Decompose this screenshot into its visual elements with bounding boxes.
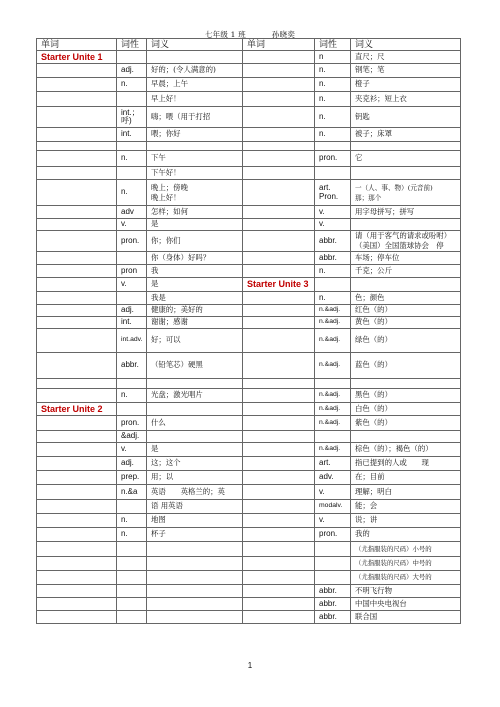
part-of-speech: n.&adj. [315, 305, 351, 317]
word-cell [37, 329, 117, 353]
word-cell [243, 416, 315, 431]
meaning: 语 用英语 [147, 500, 243, 514]
word-cell [37, 265, 117, 278]
meaning: 能；会 [351, 500, 461, 514]
table-row [37, 51, 461, 64]
column-header: 词义 [351, 39, 461, 51]
meaning [147, 542, 243, 557]
meaning: 联合国 [351, 611, 461, 624]
word-cell [37, 379, 117, 389]
meaning: 说；讲 [351, 514, 461, 528]
meaning: 钢笔；笔 [351, 64, 461, 78]
meaning: （铅笔芯）硬黑 [147, 353, 243, 379]
part-of-speech: n. [315, 265, 351, 278]
part-of-speech: pron. [315, 151, 351, 167]
word-cell [37, 431, 117, 443]
table-row [37, 443, 461, 457]
meaning: 被子；床罩 [351, 128, 461, 142]
word-cell [243, 107, 315, 128]
part-of-speech [117, 585, 147, 598]
meaning: 用；以 [147, 471, 243, 485]
word-cell [37, 571, 117, 585]
meaning: 请（用于客气的请求或吩咐） （美国）全国篮球协会 停 [351, 231, 461, 252]
word-cell [243, 167, 315, 180]
part-of-speech [117, 142, 147, 151]
word-cell [243, 128, 315, 142]
word-cell [243, 151, 315, 167]
table-row [37, 611, 461, 624]
vocabulary-table [36, 38, 461, 624]
part-of-speech [315, 571, 351, 585]
word-cell [37, 542, 117, 557]
page-number: 1 [247, 661, 253, 670]
part-of-speech: pron. [117, 416, 147, 431]
part-of-speech [315, 167, 351, 180]
word-cell [243, 500, 315, 514]
part-of-speech: n. [117, 514, 147, 528]
word-cell [243, 403, 315, 416]
word-cell [243, 305, 315, 317]
part-of-speech: art. [315, 457, 351, 471]
table-row [37, 353, 461, 379]
meaning [147, 142, 243, 151]
part-of-speech: n [315, 51, 351, 64]
part-of-speech: n. [315, 78, 351, 92]
part-of-speech: pron [117, 265, 147, 278]
table-row [37, 471, 461, 485]
part-of-speech [117, 611, 147, 624]
part-of-speech: n.&adj. [315, 317, 351, 329]
part-of-speech: n. [117, 151, 147, 167]
word-cell [243, 611, 315, 624]
table-row [37, 78, 461, 92]
part-of-speech: v. [315, 206, 351, 219]
meaning: 绿色（的） [351, 329, 461, 353]
word-cell [37, 278, 117, 292]
word-cell [243, 585, 315, 598]
word-cell [243, 514, 315, 528]
meaning: 光盘；激光唱片 [147, 389, 243, 403]
word-cell [243, 457, 315, 471]
meaning: 杯子 [147, 528, 243, 542]
meaning [147, 571, 243, 585]
part-of-speech [117, 292, 147, 305]
part-of-speech: int.adv. [117, 329, 147, 353]
meaning: 我是 [147, 292, 243, 305]
meaning: 怎样；如何 [147, 206, 243, 219]
table-row [37, 92, 461, 107]
table-row [37, 265, 461, 278]
table-row [37, 514, 461, 528]
table-row [37, 379, 461, 389]
word-cell [37, 64, 117, 78]
table-row [37, 485, 461, 500]
word-cell [37, 514, 117, 528]
meaning: 车场；停车位 [351, 252, 461, 265]
empty-cell [351, 278, 461, 292]
part-of-speech [117, 379, 147, 389]
meaning: 白色（的） [351, 403, 461, 416]
word-cell [37, 107, 117, 128]
meaning [147, 598, 243, 611]
meaning: 是 [147, 219, 243, 231]
word-cell [37, 443, 117, 457]
word-cell [243, 231, 315, 252]
part-of-speech: n. [117, 528, 147, 542]
meaning: 你；你们 [147, 231, 243, 252]
table-row [37, 528, 461, 542]
part-of-speech [315, 379, 351, 389]
word-cell [243, 389, 315, 403]
part-of-speech: abbr. [315, 611, 351, 624]
part-of-speech [315, 431, 351, 443]
word-cell [243, 78, 315, 92]
part-of-speech: adj. [117, 64, 147, 78]
part-of-speech [117, 167, 147, 180]
table-row [37, 416, 461, 431]
part-of-speech: adj. [117, 457, 147, 471]
table-row [37, 292, 461, 305]
part-of-speech: int.； 呼) [117, 107, 147, 128]
meaning: 黑色（的） [351, 389, 461, 403]
word-cell [243, 317, 315, 329]
part-of-speech: v. [315, 219, 351, 231]
meaning: 色；颜色 [351, 292, 461, 305]
empty-cell [117, 403, 147, 416]
table-row [37, 151, 461, 167]
table-body [37, 51, 461, 624]
meaning: 它 [351, 151, 461, 167]
meaning: （尤指服装的尺码）小号的 [351, 542, 461, 557]
word-cell [37, 598, 117, 611]
table-row [37, 389, 461, 403]
word-cell [37, 142, 117, 151]
part-of-speech: adj. [117, 305, 147, 317]
word-cell [37, 151, 117, 167]
table-row [37, 206, 461, 219]
empty-cell [147, 51, 243, 64]
part-of-speech [117, 252, 147, 265]
part-of-speech: n.&adj. [315, 329, 351, 353]
part-of-speech: int. [117, 128, 147, 142]
meaning: 这；这个 [147, 457, 243, 471]
word-cell [37, 500, 117, 514]
word-cell [37, 557, 117, 571]
part-of-speech: pron. [315, 528, 351, 542]
table-row [37, 585, 461, 598]
table-row [37, 557, 461, 571]
meaning: 千克；公斤 [351, 265, 461, 278]
part-of-speech: n. [315, 64, 351, 78]
word-cell [243, 51, 315, 64]
part-of-speech [315, 542, 351, 557]
empty-cell [117, 51, 147, 64]
meaning: 好；可以 [147, 329, 243, 353]
teacher-name: 孙晓奕 [271, 30, 296, 39]
part-of-speech: n.&adj. [315, 389, 351, 403]
meaning: 黄色（的） [351, 317, 461, 329]
meaning: 直尺；尺 [351, 51, 461, 64]
word-cell [243, 571, 315, 585]
meaning [351, 219, 461, 231]
part-of-speech: pron. [117, 231, 147, 252]
meaning: 地图 [147, 514, 243, 528]
meaning: 钥匙 [351, 107, 461, 128]
part-of-speech: n. [315, 292, 351, 305]
table-row [37, 252, 461, 265]
column-header: 词义 [147, 39, 243, 51]
meaning [147, 557, 243, 571]
table-row [37, 142, 461, 151]
table-row [37, 278, 461, 292]
word-cell [243, 353, 315, 379]
meaning [351, 167, 461, 180]
part-of-speech: n.&adj. [315, 403, 351, 416]
word-cell [37, 457, 117, 471]
word-cell [243, 292, 315, 305]
part-of-speech: n. [117, 78, 147, 92]
word-cell [37, 180, 117, 206]
word-cell [37, 485, 117, 500]
part-of-speech: n. [315, 107, 351, 128]
table-row [37, 598, 461, 611]
word-cell [37, 305, 117, 317]
word-cell [243, 64, 315, 78]
meaning: 早上好！ [147, 92, 243, 107]
word-cell [37, 528, 117, 542]
word-cell [243, 542, 315, 557]
part-of-speech: art. Pron. [315, 180, 351, 206]
unit-heading: Starter Unite 1 [37, 51, 117, 64]
meaning: 一（人、事、物）(元音前) 那；那个 [351, 180, 461, 206]
meaning: 喂；你好 [147, 128, 243, 142]
meaning: 我的 [351, 528, 461, 542]
meaning [147, 611, 243, 624]
part-of-speech: n.&adj. [315, 353, 351, 379]
table-row [37, 180, 461, 206]
meaning: 晚上；傍晚 晚上好！ [147, 180, 243, 206]
meaning: 棕色（的）；褐色（的） [351, 443, 461, 457]
meaning: 在；目前 [351, 471, 461, 485]
meaning [351, 379, 461, 389]
meaning: 是 [147, 278, 243, 292]
column-header: 词性 [315, 39, 351, 51]
part-of-speech: v. [315, 485, 351, 500]
word-cell [243, 252, 315, 265]
meaning: （尤指服装的尺码）大号的 [351, 571, 461, 585]
meaning: 指已提到的人或 现 [351, 457, 461, 471]
part-of-speech: adv. [315, 471, 351, 485]
word-cell [243, 206, 315, 219]
word-cell [37, 128, 117, 142]
table-row [37, 329, 461, 353]
meaning: 什么 [147, 416, 243, 431]
part-of-speech: n.&adj. [315, 443, 351, 457]
empty-cell [147, 403, 243, 416]
meaning: 嗨；喂（用于打招 [147, 107, 243, 128]
unit-heading: Starter Unite 3 [243, 278, 315, 292]
meaning [351, 142, 461, 151]
part-of-speech: modalv. [315, 500, 351, 514]
word-cell [37, 231, 117, 252]
part-of-speech: int. [117, 317, 147, 329]
part-of-speech [117, 542, 147, 557]
part-of-speech: prep. [117, 471, 147, 485]
meaning [147, 431, 243, 443]
part-of-speech: v. [117, 443, 147, 457]
table-row [37, 500, 461, 514]
table-row [37, 167, 461, 180]
word-cell [37, 317, 117, 329]
word-cell [243, 557, 315, 571]
meaning: 下午 [147, 151, 243, 167]
table-row [37, 457, 461, 471]
meaning [147, 585, 243, 598]
word-cell [37, 389, 117, 403]
part-of-speech: v. [117, 219, 147, 231]
table-row [37, 542, 461, 557]
word-cell [243, 431, 315, 443]
meaning [147, 379, 243, 389]
part-of-speech [315, 557, 351, 571]
word-cell [243, 485, 315, 500]
part-of-speech: n. [117, 180, 147, 206]
table-row [37, 403, 461, 416]
word-cell [37, 416, 117, 431]
word-cell [243, 329, 315, 353]
word-cell [37, 206, 117, 219]
word-cell [37, 219, 117, 231]
meaning: 红色（的） [351, 305, 461, 317]
table-row [37, 219, 461, 231]
meaning: （尤指服装的尺码）中号的 [351, 557, 461, 571]
word-cell [243, 443, 315, 457]
table-row [37, 64, 461, 78]
meaning: 蓝色（的） [351, 353, 461, 379]
word-cell [37, 252, 117, 265]
part-of-speech: abbr. [117, 353, 147, 379]
table-row [37, 571, 461, 585]
word-cell [243, 379, 315, 389]
word-cell [243, 471, 315, 485]
part-of-speech: abbr. [315, 231, 351, 252]
part-of-speech: v. [117, 278, 147, 292]
table-row [37, 431, 461, 443]
word-cell [243, 219, 315, 231]
table-row [37, 231, 461, 252]
word-cell [37, 292, 117, 305]
part-of-speech: n. [315, 128, 351, 142]
unit-heading: Starter Unite 2 [37, 403, 117, 416]
meaning: 英语 英格兰的；英 [147, 485, 243, 500]
part-of-speech: n.&adj. [315, 416, 351, 431]
word-cell [243, 528, 315, 542]
class-label: 七年级 1 班 [204, 30, 246, 39]
column-header: 单词 [243, 39, 315, 51]
word-cell [37, 585, 117, 598]
word-cell [37, 471, 117, 485]
part-of-speech [117, 500, 147, 514]
meaning: 早晨；上午 [147, 78, 243, 92]
part-of-speech: n. [315, 92, 351, 107]
column-header: 单词 [37, 39, 117, 51]
word-cell [37, 92, 117, 107]
table-row [37, 317, 461, 329]
part-of-speech [117, 571, 147, 585]
empty-cell [315, 278, 351, 292]
part-of-speech: abbr. [315, 585, 351, 598]
word-cell [243, 92, 315, 107]
meaning: 谢谢；感谢 [147, 317, 243, 329]
word-cell [37, 353, 117, 379]
part-of-speech: adv [117, 206, 147, 219]
part-of-speech [117, 598, 147, 611]
table-row [37, 107, 461, 128]
word-cell [37, 167, 117, 180]
meaning: 理解；明白 [351, 485, 461, 500]
meaning: 我 [147, 265, 243, 278]
meaning: 你（身体）好吗？ [147, 252, 243, 265]
word-cell [37, 611, 117, 624]
meaning: 夹克衫；短上衣 [351, 92, 461, 107]
meaning: 橙子 [351, 78, 461, 92]
meaning: 健康的；美好的 [147, 305, 243, 317]
meaning: 下午好！ [147, 167, 243, 180]
part-of-speech: n.&a [117, 485, 147, 500]
part-of-speech: n. [117, 389, 147, 403]
meaning: 好的；(令人满意的) [147, 64, 243, 78]
word-cell [243, 265, 315, 278]
meaning: 用字母拼写；拼写 [351, 206, 461, 219]
meaning: 紫色（的） [351, 416, 461, 431]
word-cell [37, 78, 117, 92]
table-header-row [37, 39, 461, 51]
part-of-speech [117, 557, 147, 571]
part-of-speech: &adj. [117, 431, 147, 443]
word-cell [243, 180, 315, 206]
table-row [37, 128, 461, 142]
part-of-speech [315, 142, 351, 151]
part-of-speech: abbr. [315, 598, 351, 611]
word-cell [243, 142, 315, 151]
part-of-speech: abbr. [315, 252, 351, 265]
meaning [351, 431, 461, 443]
part-of-speech [117, 92, 147, 107]
meaning: 是 [147, 443, 243, 457]
meaning: 中国中央电视台 [351, 598, 461, 611]
word-cell [243, 598, 315, 611]
part-of-speech: v. [315, 514, 351, 528]
table-row [37, 305, 461, 317]
column-header: 词性 [117, 39, 147, 51]
meaning: 不明飞行物 [351, 585, 461, 598]
